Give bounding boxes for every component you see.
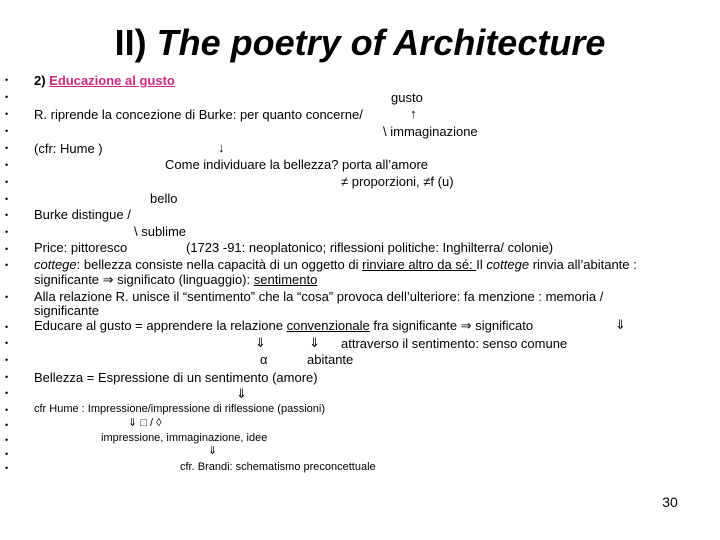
bullet-marker: • <box>5 338 9 348</box>
text-line: Alla relazione R. unisce il “sentimento” che la “cosa” provoca dell’ulteriore: fa menzione : memoria / <box>34 289 604 304</box>
bullet-marker: • <box>5 194 9 204</box>
text-line: abitante <box>307 352 354 367</box>
bullet-marker: • <box>5 435 9 445</box>
text-line: cottege: bellezza consiste nella capacità di un oggetto di rinviare altro da sé: Il cottege rinvia all’abitante : <box>34 257 637 272</box>
text-line: cfr Hume : Impressione/impressione di riflessione (passioni) <box>34 403 325 415</box>
text-line: attraverso il sentimento: senso comune <box>341 336 568 351</box>
bullet-marker: • <box>5 227 9 237</box>
slide-title <box>0 18 720 68</box>
bullet-marker: • <box>5 372 9 382</box>
text-line: Come individuare la bellezza? porta all’amore <box>165 157 429 172</box>
text-line: R. riprende la concezione di Burke: per quanto concerne/ <box>34 107 363 122</box>
text-line: Price: pittoresco <box>34 240 128 255</box>
bullet-marker: • <box>5 143 9 153</box>
up-arrow-icon: ↑ <box>410 106 417 121</box>
bullet-marker: • <box>5 210 9 220</box>
section-heading: 2) Educazione al gusto <box>34 73 175 88</box>
text-line: Bellezza = Espressione di un sentimento (amore) <box>34 370 318 385</box>
bullet-marker: • <box>5 405 9 415</box>
text-line: (1723 -91: neoplatonico; riflessioni politiche: Inghilterra/ colonie) <box>186 240 554 255</box>
double-down-arrow-icon: ⇓ <box>208 445 218 457</box>
double-down-arrow-icon: ⇓ <box>309 335 320 350</box>
double-down-arrow-icon: ⇓ <box>236 386 247 401</box>
bullet-marker: • <box>5 292 9 302</box>
text-line: gusto <box>391 90 423 105</box>
text-line: Burke distingue / <box>34 207 131 222</box>
bullet-marker: • <box>5 244 9 254</box>
bullet-marker: • <box>5 322 9 332</box>
bullet-marker: • <box>5 260 9 270</box>
text-line: cfr. Brandi: schematismo preconcettuale <box>180 461 376 473</box>
text-line: (cfr: Hume ) <box>34 141 103 156</box>
page-number: 30 <box>662 494 678 510</box>
bullet-marker: • <box>5 160 9 170</box>
title-prefix: II) <box>114 22 157 63</box>
bullet-marker: • <box>5 420 9 430</box>
text-line: ≠ proporzioni, ≠f (u) <box>341 174 454 189</box>
bullet-marker: • <box>5 463 9 473</box>
bullet-marker: • <box>5 388 9 398</box>
text-line: \ sublime <box>134 224 187 239</box>
text-line: \ immaginazione <box>383 124 478 139</box>
text-line: significante ⇒ significato (linguaggio): sentimento <box>34 272 318 287</box>
bullet-marker: • <box>5 355 9 365</box>
text-line: bello <box>150 191 178 206</box>
down-arrow-icon: ↓ <box>218 140 225 155</box>
double-down-arrow-icon: ⇓ <box>255 335 266 350</box>
text-line: significante <box>34 303 100 318</box>
bullet-marker: • <box>5 109 9 119</box>
alpha-symbol: α <box>260 352 268 367</box>
bullet-marker: • <box>5 126 9 136</box>
title-italic: The poetry of Architecture <box>156 22 606 63</box>
symbol-line: ⇓ □ / ◊ <box>128 417 162 429</box>
bullet-marker: • <box>5 75 9 85</box>
double-down-arrow-icon: ⇓ <box>615 317 626 332</box>
bullet-marker: • <box>5 177 9 187</box>
section-link[interactable]: Educazione al gusto <box>49 73 175 88</box>
text-line: impressione, immaginazione, idee <box>101 432 268 444</box>
text-line: Educare al gusto = apprendere la relazione convenzionale fra significante ⇒ significato <box>34 318 534 333</box>
bullet-marker: • <box>5 449 9 459</box>
bullet-marker: • <box>5 92 9 102</box>
